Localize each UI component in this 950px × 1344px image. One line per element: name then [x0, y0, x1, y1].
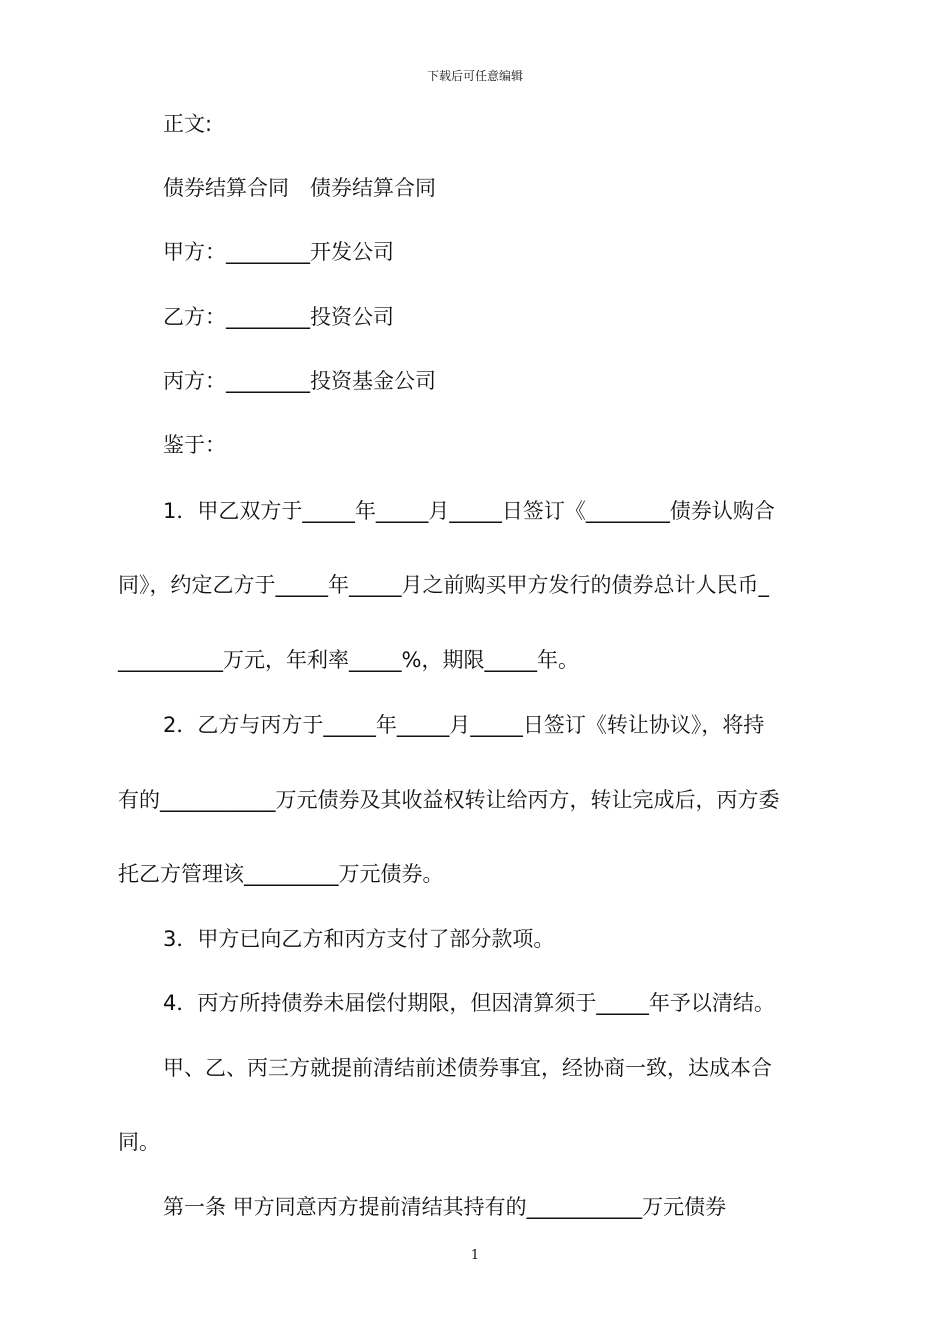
body-line-clause-2c: 托乙方管理该_________万元债券。: [118, 862, 444, 886]
body-line-heading: 正文:: [163, 112, 213, 136]
header-note: 下载后可任意编辑: [426, 69, 523, 83]
body-line-clause-3: 3．甲方已向乙方和丙方支付了部分款项。: [163, 927, 555, 951]
body-line-contract-title: 债券结算合同 债券结算合同: [163, 176, 436, 200]
body-line-clause-2b: 有的___________万元债券及其收益权转让给丙方，转让完成后，丙方委: [118, 788, 780, 812]
page-number: 1: [470, 1248, 480, 1263]
body-line-clause-2a: 2．乙方与丙方于_____年_____月_____日签订《转让协议》，将持: [163, 713, 765, 737]
body-line-party-a: 甲方：________开发公司: [163, 240, 394, 264]
body-line-clause-4: 4．丙方所持债券未届偿付期限，但因清算须于_____年予以清结。: [163, 991, 775, 1015]
body-line-party-b: 乙方：________投资公司: [163, 305, 394, 329]
body-line-clause-1b: 同》，约定乙方于_____年_____月之前购买甲方发行的债券总计人民币_: [118, 573, 769, 597]
body-line-party-c: 丙方：________投资基金公司: [163, 369, 436, 393]
body-line-agreement-a: 甲、乙、丙三方就提前清结前述债券事宜，经协商一致，达成本合: [163, 1056, 772, 1080]
body-line-agreement-b: 同。: [118, 1130, 160, 1154]
body-line-clause-1a: 1．甲乙双方于_____年_____月_____日签订《________债券认购合: [163, 499, 775, 523]
body-line-clause-1c: __________万元，年利率_____%，期限_____年。: [118, 648, 579, 672]
body-line-whereas: 鉴于：: [163, 433, 226, 457]
body-line-article-1: 第一条 甲方同意丙方提前清结其持有的___________万元债券: [163, 1195, 727, 1219]
